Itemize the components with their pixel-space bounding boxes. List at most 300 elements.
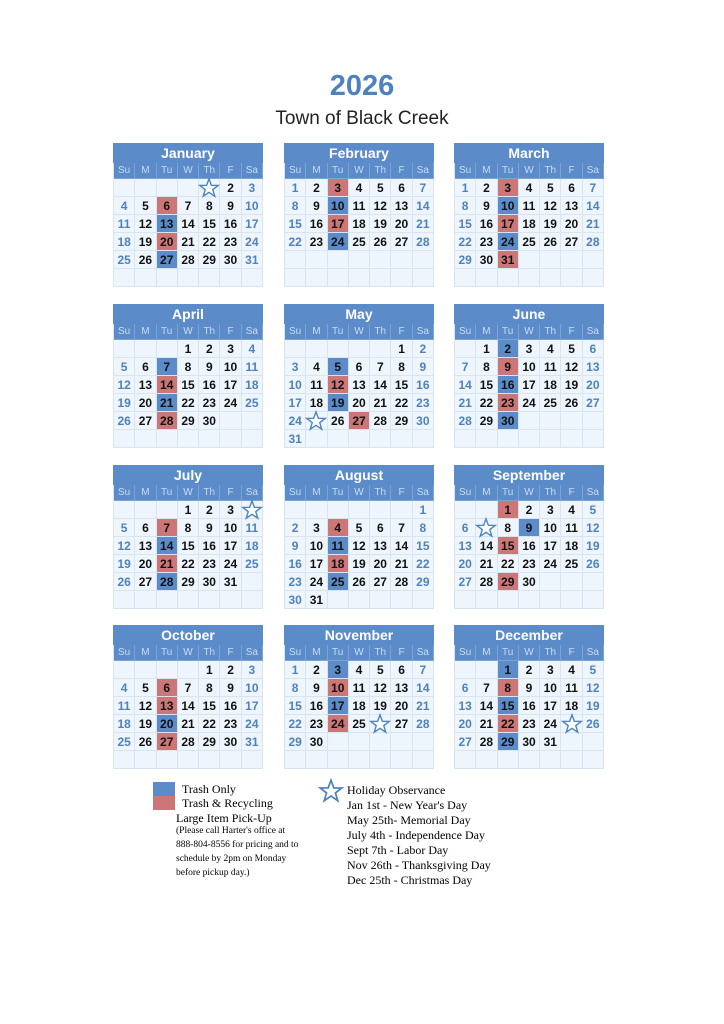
day-cell: 27 <box>135 573 156 591</box>
day-cell: 21 <box>413 215 434 233</box>
day-cell: 21 <box>413 697 434 715</box>
empty-cell <box>540 751 561 769</box>
day-cell: 17 <box>519 376 540 394</box>
day-cell: 1 <box>285 179 306 197</box>
month-july <box>113 465 263 609</box>
day-cell: 29 <box>391 412 412 430</box>
empty-cell <box>157 430 178 448</box>
day-cell: 28 <box>476 573 497 591</box>
day-cell: 22 <box>199 233 220 251</box>
empty-cell <box>349 251 370 269</box>
empty-cell <box>135 661 156 679</box>
day-cell: 2 <box>306 661 327 679</box>
day-cell: 5 <box>583 501 604 519</box>
month-title: February <box>284 143 434 163</box>
holiday-item: Sept 7th - Labor Day <box>347 843 449 857</box>
day-cell: 29 <box>199 733 220 751</box>
day-cell: 23 <box>306 715 327 733</box>
empty-cell <box>349 501 370 519</box>
day-cell: 25 <box>242 394 263 412</box>
day-cell: 14 <box>583 197 604 215</box>
empty-cell <box>199 269 220 287</box>
empty-cell <box>114 661 135 679</box>
day-cell: 8 <box>199 679 220 697</box>
month-title: June <box>454 304 604 324</box>
town-title: Town of Black Creek <box>275 108 449 129</box>
day-cell: 13 <box>370 537 391 555</box>
day-cell: 15 <box>498 697 519 715</box>
note-line: 888-804-8556 for pricing and to <box>176 840 299 850</box>
day-cell: 4 <box>328 519 349 537</box>
day-cell: 14 <box>455 376 476 394</box>
day-cell: 15 <box>199 697 220 715</box>
weekday-header: F <box>220 645 241 661</box>
holiday-day-cell <box>561 715 582 733</box>
day-cell: 7 <box>178 679 199 697</box>
weekday-header: Sa <box>242 645 263 661</box>
month-title: December <box>454 625 604 645</box>
day-cell: 7 <box>391 519 412 537</box>
empty-cell <box>370 751 391 769</box>
weekday-header: Sa <box>413 324 434 340</box>
day-cell: 9 <box>498 358 519 376</box>
empty-cell <box>519 412 540 430</box>
day-cell: 14 <box>476 697 497 715</box>
day-cell: 13 <box>391 679 412 697</box>
weekday-header: M <box>306 163 327 179</box>
empty-cell <box>561 733 582 751</box>
day-cell: 15 <box>178 376 199 394</box>
empty-cell <box>561 430 582 448</box>
day-cell: 20 <box>583 376 604 394</box>
empty-cell <box>455 751 476 769</box>
weekday-header: Tu <box>328 163 349 179</box>
day-cell: 26 <box>370 233 391 251</box>
empty-cell <box>199 430 220 448</box>
day-cell: 27 <box>391 233 412 251</box>
day-cell: 11 <box>114 215 135 233</box>
empty-cell <box>157 751 178 769</box>
day-cell: 9 <box>413 358 434 376</box>
day-cell: 8 <box>178 358 199 376</box>
month-title: March <box>454 143 604 163</box>
day-cell: 3 <box>242 661 263 679</box>
day-cell: 8 <box>178 519 199 537</box>
day-cell: 20 <box>135 555 156 573</box>
day-cell: 26 <box>583 715 604 733</box>
day-cell: 21 <box>178 233 199 251</box>
month-days-grid <box>454 163 604 287</box>
day-cell: 12 <box>135 215 156 233</box>
weekday-header: Sa <box>583 645 604 661</box>
empty-cell <box>114 179 135 197</box>
month-december <box>454 625 604 769</box>
day-cell: 6 <box>583 340 604 358</box>
day-cell: 19 <box>561 376 582 394</box>
day-cell: 23 <box>498 394 519 412</box>
day-cell: 29 <box>178 573 199 591</box>
day-cell: 24 <box>285 412 306 430</box>
day-cell: 22 <box>178 555 199 573</box>
day-cell: 21 <box>476 555 497 573</box>
holiday-star-icon <box>305 410 327 432</box>
weekday-header: M <box>306 324 327 340</box>
empty-cell <box>157 269 178 287</box>
day-cell: 31 <box>242 733 263 751</box>
day-cell: 24 <box>220 555 241 573</box>
day-cell: 16 <box>519 537 540 555</box>
day-cell: 22 <box>498 555 519 573</box>
weekday-header: Tu <box>498 163 519 179</box>
day-cell: 30 <box>220 733 241 751</box>
month-title: October <box>113 625 263 645</box>
day-cell: 24 <box>498 233 519 251</box>
day-cell: 24 <box>540 555 561 573</box>
weekday-header: F <box>220 324 241 340</box>
weekday-header: Sa <box>413 163 434 179</box>
day-cell: 30 <box>306 733 327 751</box>
weekday-header: Tu <box>328 324 349 340</box>
day-cell: 17 <box>220 376 241 394</box>
day-cell: 17 <box>285 394 306 412</box>
empty-cell <box>242 430 263 448</box>
day-cell: 3 <box>328 661 349 679</box>
day-cell: 8 <box>285 679 306 697</box>
day-cell: 18 <box>328 555 349 573</box>
day-cell: 3 <box>328 179 349 197</box>
day-cell: 30 <box>199 412 220 430</box>
weekday-header: Th <box>540 645 561 661</box>
day-cell: 18 <box>242 376 263 394</box>
empty-cell <box>114 501 135 519</box>
day-cell: 31 <box>498 251 519 269</box>
day-cell: 9 <box>476 197 497 215</box>
day-cell: 15 <box>199 215 220 233</box>
day-cell: 23 <box>199 394 220 412</box>
day-cell: 16 <box>199 537 220 555</box>
empty-cell <box>540 591 561 609</box>
weekday-header: Th <box>370 485 391 501</box>
weekday-header: Su <box>455 163 476 179</box>
day-cell: 16 <box>476 215 497 233</box>
month-may <box>284 304 434 448</box>
weekday-header: M <box>306 645 327 661</box>
weekday-header: F <box>391 485 412 501</box>
day-cell: 25 <box>114 251 135 269</box>
day-cell: 28 <box>178 251 199 269</box>
day-cell: 12 <box>540 197 561 215</box>
day-cell: 18 <box>561 697 582 715</box>
weekday-header: Th <box>370 163 391 179</box>
day-cell: 16 <box>413 376 434 394</box>
empty-cell <box>114 430 135 448</box>
day-cell: 15 <box>498 537 519 555</box>
empty-cell <box>498 430 519 448</box>
empty-cell <box>455 501 476 519</box>
day-cell: 10 <box>306 537 327 555</box>
day-cell: 30 <box>199 573 220 591</box>
day-cell: 22 <box>285 233 306 251</box>
day-cell: 7 <box>455 358 476 376</box>
day-cell: 28 <box>157 573 178 591</box>
weekday-header: Tu <box>157 485 178 501</box>
empty-cell <box>135 269 156 287</box>
day-cell: 10 <box>519 358 540 376</box>
empty-cell <box>498 591 519 609</box>
weekday-header: F <box>561 485 582 501</box>
empty-cell <box>135 501 156 519</box>
day-cell: 14 <box>413 679 434 697</box>
day-cell: 1 <box>391 340 412 358</box>
day-cell: 19 <box>114 394 135 412</box>
weekday-header: Sa <box>242 163 263 179</box>
weekday-header: W <box>519 163 540 179</box>
day-cell: 15 <box>285 697 306 715</box>
day-cell: 31 <box>306 591 327 609</box>
day-cell: 21 <box>476 715 497 733</box>
day-cell: 2 <box>519 661 540 679</box>
day-cell: 3 <box>540 661 561 679</box>
empty-cell <box>476 661 497 679</box>
day-cell: 16 <box>220 215 241 233</box>
day-cell: 23 <box>220 715 241 733</box>
weekday-header: Th <box>199 324 220 340</box>
weekday-header: Sa <box>242 485 263 501</box>
empty-cell <box>328 591 349 609</box>
day-cell: 10 <box>540 519 561 537</box>
year-title: 2026 <box>329 70 395 102</box>
empty-cell <box>540 573 561 591</box>
holiday-star-icon <box>561 713 583 735</box>
day-cell: 28 <box>413 715 434 733</box>
day-cell: 17 <box>242 697 263 715</box>
day-cell: 14 <box>476 537 497 555</box>
holiday-item: Jan 1st - New Year's Day <box>347 798 468 812</box>
month-november <box>284 625 434 769</box>
day-cell: 5 <box>114 358 135 376</box>
empty-cell <box>349 269 370 287</box>
day-cell: 16 <box>199 376 220 394</box>
day-cell: 20 <box>135 394 156 412</box>
month-days-grid <box>284 645 434 769</box>
day-cell: 2 <box>476 179 497 197</box>
day-cell: 23 <box>519 555 540 573</box>
empty-cell <box>178 591 199 609</box>
empty-cell <box>583 591 604 609</box>
day-cell: 6 <box>391 179 412 197</box>
weekday-header: W <box>519 324 540 340</box>
day-cell: 22 <box>476 394 497 412</box>
day-cell: 6 <box>370 519 391 537</box>
day-cell: 17 <box>498 215 519 233</box>
empty-cell <box>498 269 519 287</box>
empty-cell <box>413 251 434 269</box>
day-cell: 17 <box>306 555 327 573</box>
day-cell: 17 <box>328 215 349 233</box>
day-cell: 13 <box>157 215 178 233</box>
day-cell: 20 <box>391 215 412 233</box>
holiday-day-cell <box>306 412 327 430</box>
day-cell: 13 <box>135 376 156 394</box>
day-cell: 20 <box>370 555 391 573</box>
day-cell: 1 <box>285 661 306 679</box>
day-cell: 23 <box>519 715 540 733</box>
day-cell: 29 <box>498 573 519 591</box>
empty-cell <box>413 430 434 448</box>
month-september <box>454 465 604 609</box>
day-cell: 20 <box>157 233 178 251</box>
empty-cell <box>328 733 349 751</box>
day-cell: 15 <box>455 215 476 233</box>
note-line: (Please call Harter's office at <box>176 826 286 836</box>
day-cell: 30 <box>413 412 434 430</box>
day-cell: 19 <box>349 555 370 573</box>
day-cell: 9 <box>306 679 327 697</box>
empty-cell <box>583 251 604 269</box>
empty-cell <box>519 430 540 448</box>
weekday-header: M <box>476 485 497 501</box>
day-cell: 27 <box>157 733 178 751</box>
empty-cell <box>498 751 519 769</box>
month-days-grid <box>113 324 263 448</box>
day-cell: 3 <box>306 519 327 537</box>
empty-cell <box>370 733 391 751</box>
day-cell: 17 <box>242 215 263 233</box>
day-cell: 13 <box>391 197 412 215</box>
day-cell: 18 <box>114 233 135 251</box>
weekday-header: Su <box>285 485 306 501</box>
weekday-header: Th <box>540 163 561 179</box>
day-cell: 18 <box>519 215 540 233</box>
empty-cell <box>455 340 476 358</box>
day-cell: 21 <box>583 215 604 233</box>
holiday-star-icon <box>318 778 344 804</box>
empty-cell <box>561 751 582 769</box>
trash-only-label: Trash Only <box>182 782 236 796</box>
empty-cell <box>391 733 412 751</box>
empty-cell <box>157 340 178 358</box>
day-cell: 11 <box>328 537 349 555</box>
weekday-header: M <box>306 485 327 501</box>
day-cell: 17 <box>220 537 241 555</box>
holiday-day-cell <box>199 179 220 197</box>
empty-cell <box>220 269 241 287</box>
day-cell: 9 <box>306 197 327 215</box>
day-cell: 18 <box>561 537 582 555</box>
day-cell: 9 <box>285 537 306 555</box>
weekday-header: Tu <box>157 324 178 340</box>
day-cell: 8 <box>199 197 220 215</box>
day-cell: 19 <box>583 697 604 715</box>
weekday-header: M <box>135 324 156 340</box>
day-cell: 29 <box>455 251 476 269</box>
empty-cell <box>328 751 349 769</box>
weekday-header: M <box>135 163 156 179</box>
empty-cell <box>135 430 156 448</box>
weekday-header: Su <box>114 163 135 179</box>
empty-cell <box>135 751 156 769</box>
day-cell: 18 <box>242 537 263 555</box>
day-cell: 2 <box>498 340 519 358</box>
day-cell: 6 <box>135 519 156 537</box>
day-cell: 24 <box>242 233 263 251</box>
day-cell: 5 <box>328 358 349 376</box>
day-cell: 1 <box>199 661 220 679</box>
day-cell: 10 <box>328 197 349 215</box>
day-cell: 26 <box>328 412 349 430</box>
weekday-header: W <box>178 645 199 661</box>
weekday-header: Tu <box>498 324 519 340</box>
day-cell: 19 <box>583 537 604 555</box>
weekday-header: M <box>476 324 497 340</box>
day-cell: 26 <box>114 412 135 430</box>
day-cell: 24 <box>328 233 349 251</box>
empty-cell <box>349 733 370 751</box>
empty-cell <box>583 733 604 751</box>
empty-cell <box>285 751 306 769</box>
day-cell: 10 <box>540 679 561 697</box>
weekday-header: Th <box>370 324 391 340</box>
day-cell: 4 <box>114 197 135 215</box>
day-cell: 5 <box>370 179 391 197</box>
day-cell: 11 <box>540 358 561 376</box>
day-cell: 21 <box>157 394 178 412</box>
weekday-header: Sa <box>583 324 604 340</box>
day-cell: 5 <box>370 661 391 679</box>
empty-cell <box>583 430 604 448</box>
empty-cell <box>135 179 156 197</box>
day-cell: 24 <box>242 715 263 733</box>
weekday-header: Tu <box>498 485 519 501</box>
day-cell: 3 <box>220 340 241 358</box>
day-cell: 25 <box>519 233 540 251</box>
empty-cell <box>370 501 391 519</box>
weekday-header: Su <box>114 485 135 501</box>
day-cell: 31 <box>242 251 263 269</box>
empty-cell <box>242 591 263 609</box>
day-cell: 22 <box>455 233 476 251</box>
day-cell: 24 <box>220 394 241 412</box>
day-cell: 11 <box>561 679 582 697</box>
day-cell: 4 <box>561 501 582 519</box>
day-cell: 6 <box>561 179 582 197</box>
day-cell: 30 <box>476 251 497 269</box>
empty-cell <box>391 501 412 519</box>
empty-cell <box>285 340 306 358</box>
day-cell: 2 <box>285 519 306 537</box>
empty-cell <box>540 251 561 269</box>
month-days-grid <box>284 485 434 609</box>
day-cell: 19 <box>370 215 391 233</box>
day-cell: 7 <box>476 679 497 697</box>
month-title: May <box>284 304 434 324</box>
day-cell: 8 <box>391 358 412 376</box>
weekday-header: W <box>349 645 370 661</box>
month-june <box>454 304 604 448</box>
empty-cell <box>114 269 135 287</box>
day-cell: 5 <box>135 197 156 215</box>
day-cell: 1 <box>178 340 199 358</box>
day-cell: 18 <box>114 715 135 733</box>
month-days-grid <box>454 324 604 448</box>
day-cell: 23 <box>285 573 306 591</box>
day-cell: 10 <box>242 679 263 697</box>
day-cell: 3 <box>498 179 519 197</box>
day-cell: 14 <box>157 537 178 555</box>
day-cell: 19 <box>370 697 391 715</box>
day-cell: 18 <box>349 215 370 233</box>
day-cell: 3 <box>220 501 241 519</box>
